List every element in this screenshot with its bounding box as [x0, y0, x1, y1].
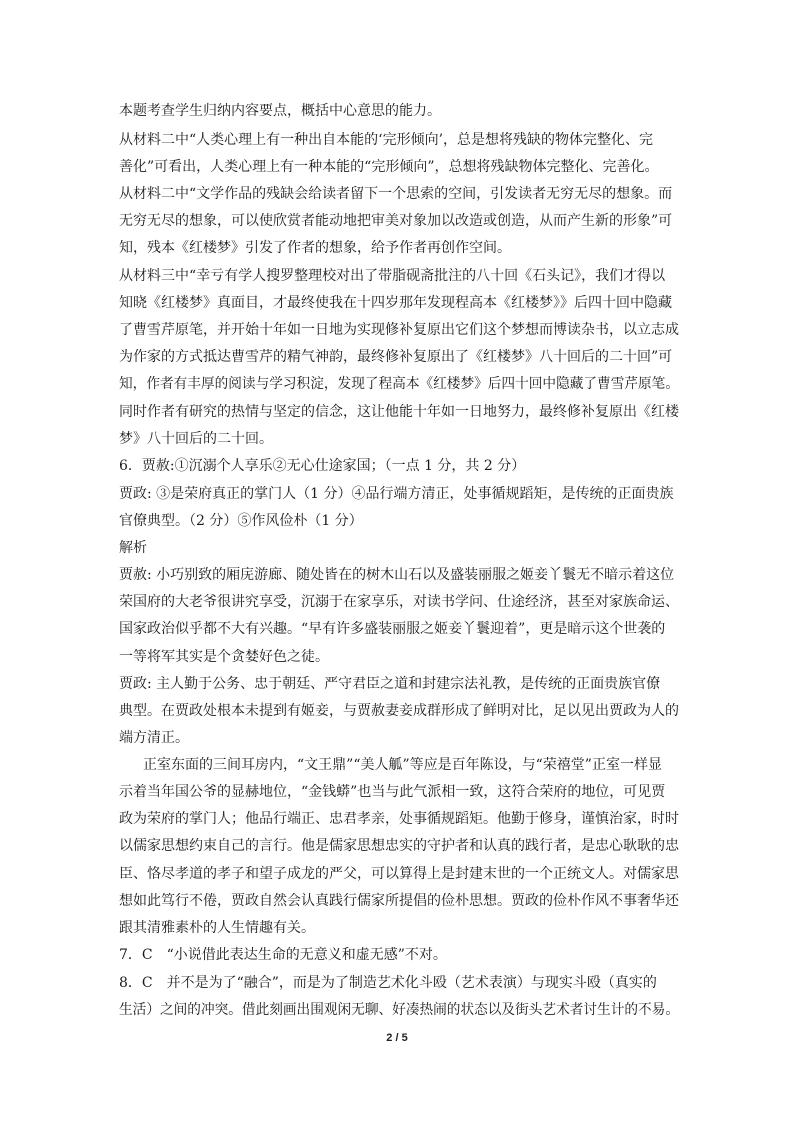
text-line: 同时作者有研究的热情与坚定的信念，这让他能十年如一日地努力，最终修补复原出《红楼 [119, 404, 679, 420]
text-line: 从材料二中“人类心理上有一种出自本能的‘完形倾向’，总是想将残缺的物体完整化、完 [119, 132, 654, 148]
text-line: 国家政治似乎都不大有兴趣。“早有许多盛装丽服之姬妾丫鬟迎着”，更是暗示这个世袭的 [119, 621, 666, 637]
text-line: 端方清正。 [119, 730, 189, 746]
text-line: 生活）之间的冲突。借此刻画出围观闲无聊、好凑热闹的状态以及街头艺术者讨生计的不易。 [119, 1002, 679, 1018]
text-line: 知晓《红楼梦》真面目，才最终使我在十四岁那年发现程高本《红楼梦》》后四十回中隐藏 [119, 295, 672, 311]
text-line: 贾赦: 小巧别致的厢庑游廊、随处皆在的树木山石以及盛装丽服之姬妾丫鬟无不暗示着这位 [119, 567, 675, 583]
text-line: 示着当年国公爷的显赫地位，“金钱蟒”也当与此气派相一致，这符合荣府的地位，可见贾 [119, 784, 666, 800]
text-line: 正室东面的三间耳房内，“文王鼎”“美人觚”等应是百年陈设，与“荣禧堂”正室一样显 [143, 757, 662, 773]
text-line: 想如此笃行不倦，贾政自然会认真践行儒家所提倡的俭朴思想。贾政的俭朴作风不事奢华还 [119, 893, 679, 909]
text-line: 臣、恪尽孝道的孝子和望子成龙的严父，可以算得上是封建末世的一个正统文人。对儒家思 [119, 866, 679, 882]
text-line: 梦》八十回后的二十回。 [119, 431, 273, 447]
text-line: 跟其清雅素朴的人生情趣有关。 [119, 920, 315, 936]
text-line: 以儒家思想约束自己的言行。他是儒家思想忠实的守护者和认真的践行者，是忠心耿耿的忠 [119, 838, 679, 854]
text-line: 典型。在贾政处根本未提到有姬妾，与贾赦妻妾成群形成了鲜明对比，足以见出贾政为人的 [119, 703, 679, 719]
text-line: 8．C 并不是为了“融合”，而是为了制造艺术化斗殴（艺术表演）与现实斗殴（真实的 [119, 975, 657, 991]
text-line: 知，作者有丰厚的阅读与学习积淀，发现了程高本《红楼梦》后四十回中隐藏了曹雪芹原笔。 [119, 376, 679, 392]
text-line: 从材料三中“幸亏有学人搜罗整理校对出了带脂砚斋批注的八十回《石头记》，我们才得以 [119, 268, 666, 284]
text-line: 荣国府的大老爷很讲究享受，沉溺于在家享乐，对读书学问、仕途经济，甚至对家族命运、 [119, 594, 679, 610]
text-line: 为作家的方式抵达曹雪芹的精气神韵，最终修补复原出了《红楼梦》八十回后的二十回”可 [119, 349, 673, 365]
text-line: 从材料二中“文学作品的残缺会给读者留下一个思索的空间，引发读者无穷无尽的想象。而 [119, 186, 673, 202]
text-line: 善化”可看出，人类心理上有一种本能的“完形倾向”，总想将残缺物体完整化、完善化。 [119, 159, 659, 175]
text-line: 知，残本《红楼梦》引发了作者的想象，给予作者再创作空间。 [119, 240, 511, 256]
text-line: 贾政: ③是荣府真正的掌门人（1 分）④品行端方清正，处事循规蹈矩，是传统的正面贵族 [119, 486, 674, 502]
text-line: 解析 [119, 540, 147, 556]
text-line: 政为荣府的掌门人；他品行端正、忠君孝亲，处事循规蹈矩。他勤于修身，谨慎治家，时时 [119, 811, 679, 827]
text-line: 7．C “小说借此表达生命的无意义和虚无感”不对。 [119, 947, 447, 963]
text-line: 一等将军其实是个贪婪好色之徒。 [119, 649, 329, 665]
page-number: 2 / 5 [386, 1032, 408, 1044]
text-line: 本题考查学生归纳内容要点，概括中心意思的能力。 [119, 103, 441, 119]
text-line: 无穷无尽的想象，可以使欣赏者能动地把审美对象加以改造或创造，从而产生新的形象”可 [119, 213, 673, 229]
text-line: 6．贾赦:①沉溺个人享乐②无心仕途家国；（一点 1 分，共 2 分） [119, 458, 526, 474]
text-line: 官僚典型。（2 分）⑤作风俭朴（1 分） [119, 513, 363, 529]
text-line: 贾政: 主人勤于公务、忠于朝廷、严守君臣之道和封建宗法礼教，是传统的正面贵族官僚 [119, 676, 661, 692]
text-line: 了曹雪芹原笔，并开始十年如一日地为实现修补复原出它们这个梦想而博读杂书，以立志成 [119, 322, 679, 338]
